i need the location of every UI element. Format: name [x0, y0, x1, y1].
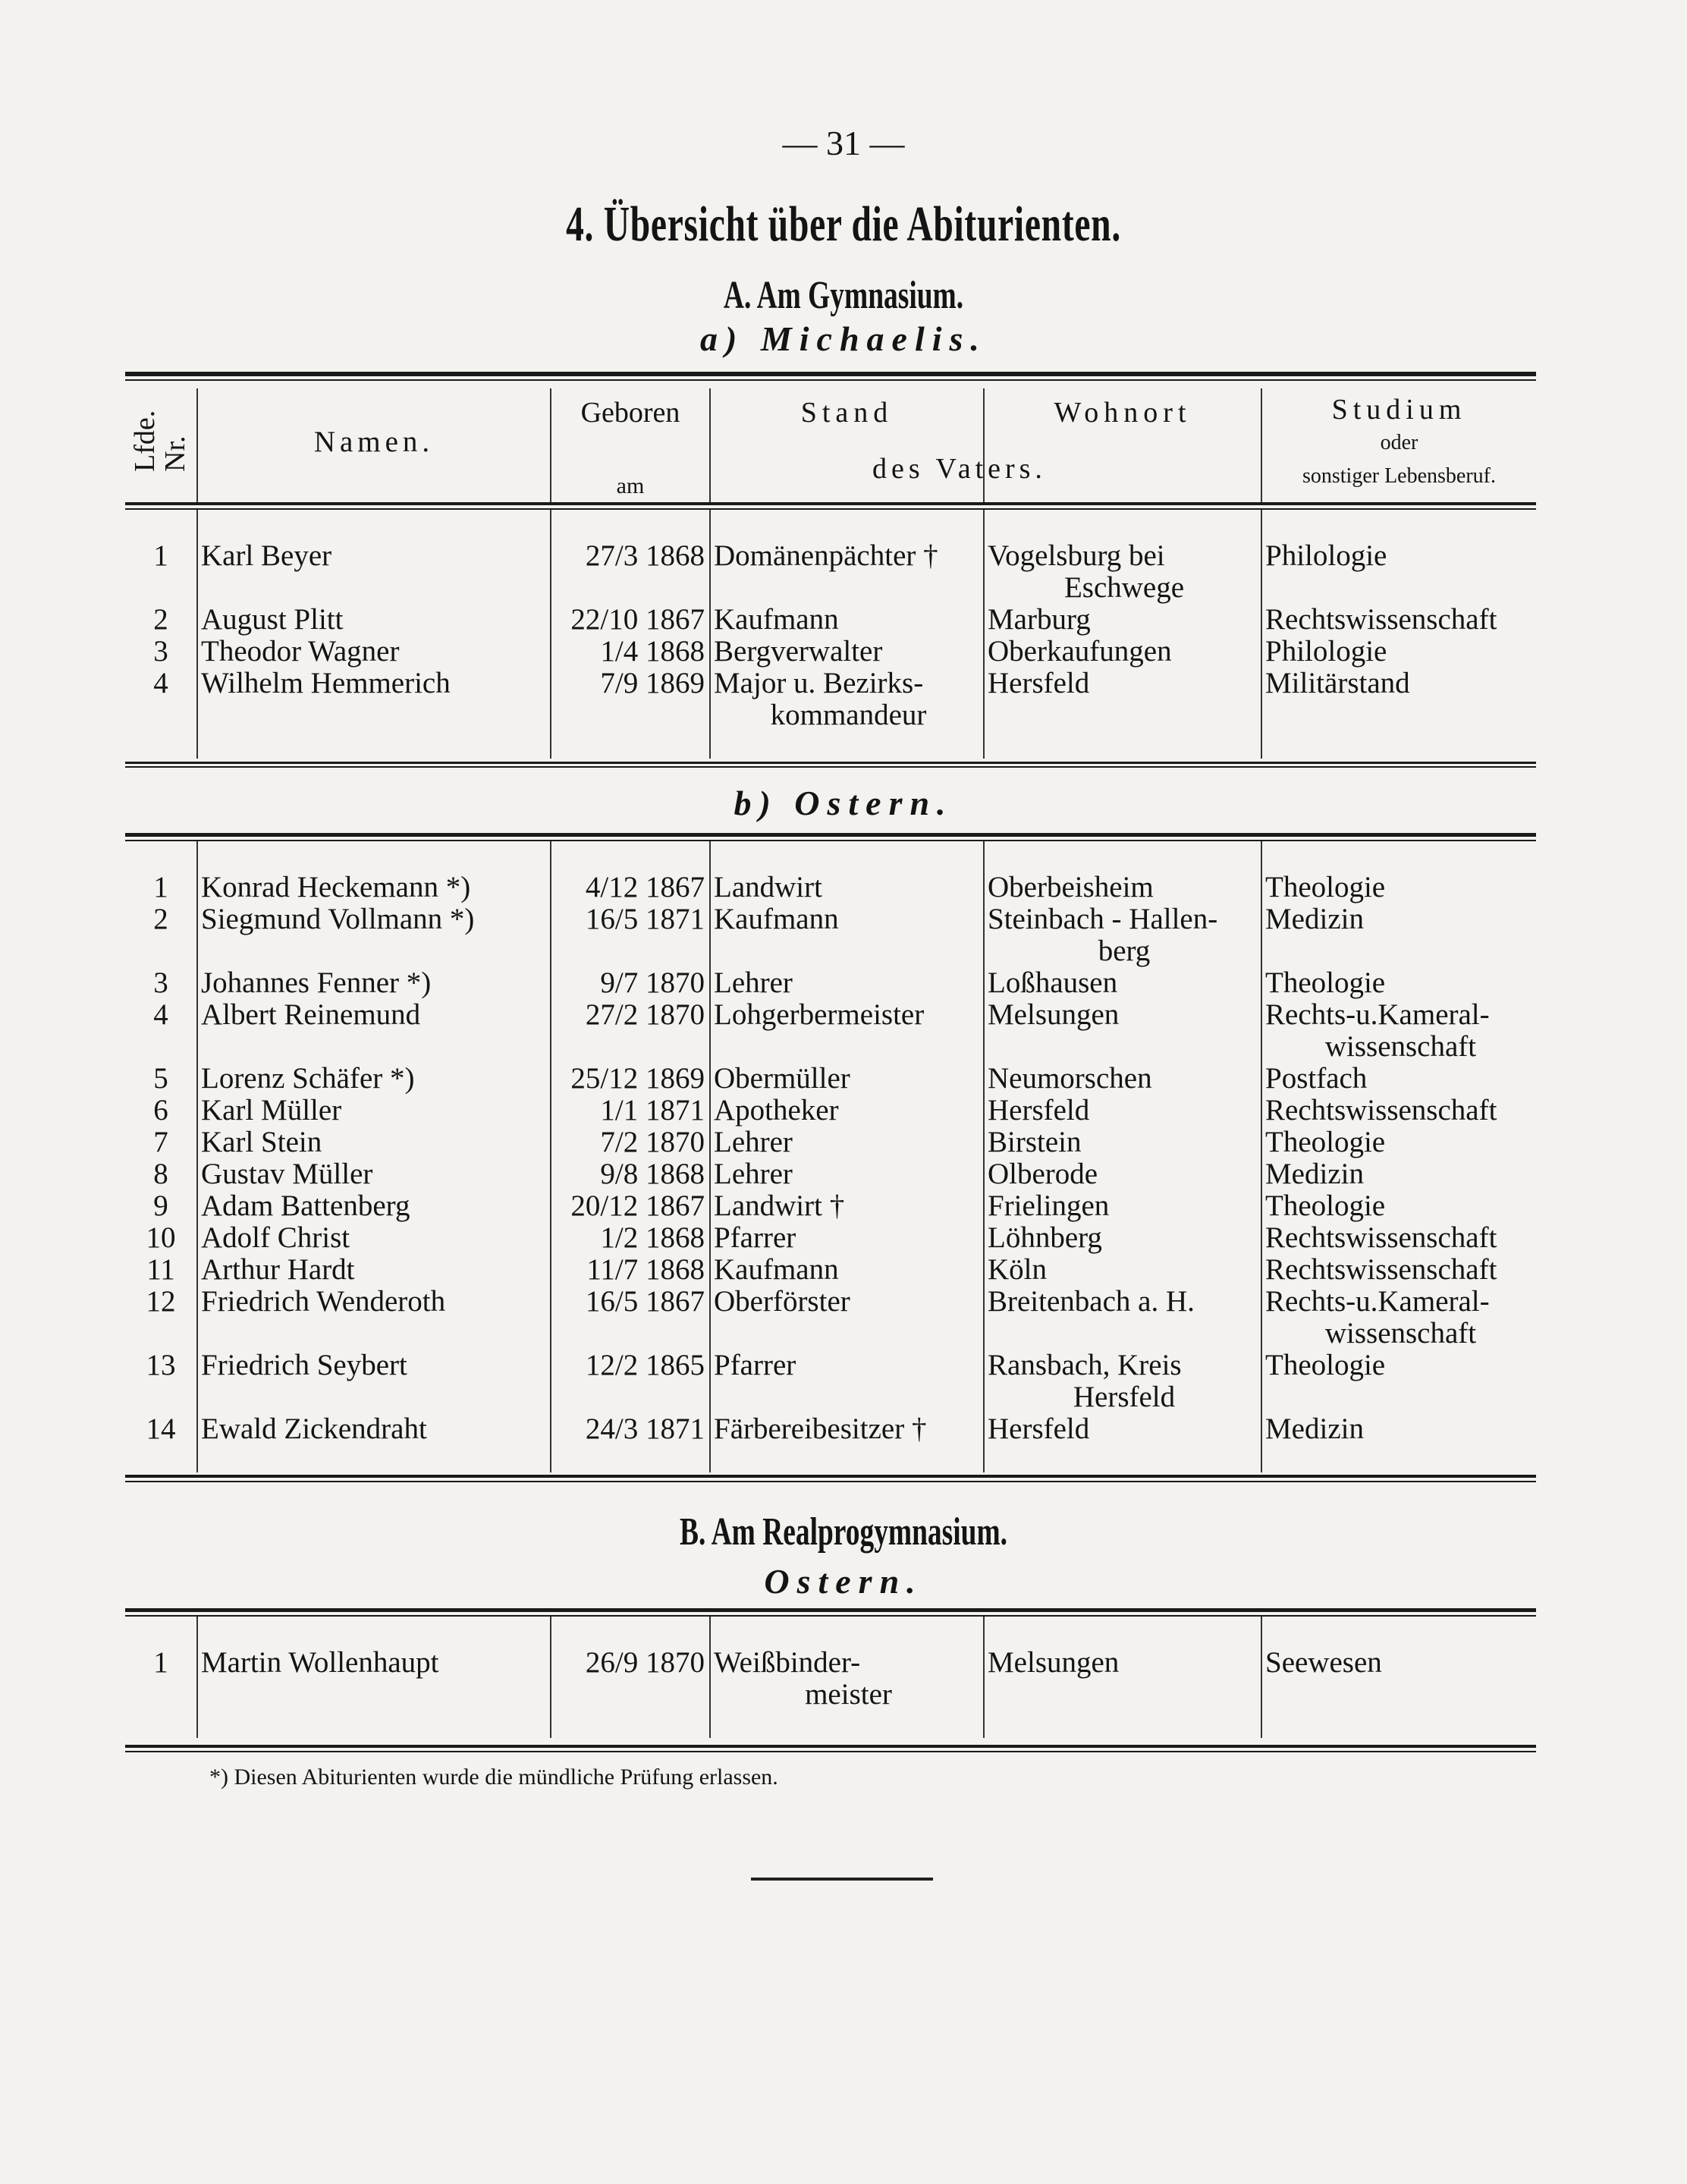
row-geboren — [551, 1127, 710, 1158]
row-number — [125, 1254, 197, 1286]
header-namen-cell — [197, 388, 551, 505]
ostern-bottom-rule — [125, 1475, 1536, 1478]
row-wohnort — [984, 604, 1261, 636]
row-studium-text: Rechtswissenschaft — [1265, 1095, 1497, 1127]
row-number-text: 10 — [146, 1222, 176, 1254]
row-stand-text: Lehrer — [714, 1127, 793, 1158]
row-wohnort-text: Loßhausen — [988, 967, 1118, 999]
row-name-text: Gustav Müller — [201, 1158, 373, 1190]
row-studium-text: Philologie — [1265, 636, 1387, 668]
table-header — [125, 388, 1536, 505]
row-geboren — [551, 510, 710, 604]
row-wohnort-text: Hersfeld — [988, 1095, 1090, 1127]
header-des-vaters: des Vaters. — [872, 453, 1047, 485]
row-stand-text: Landwirt † — [714, 1190, 845, 1222]
row-geboren-text: 26/9 1870 — [585, 1646, 705, 1679]
row-stand — [710, 1617, 984, 1738]
table-row — [125, 1350, 1536, 1413]
row-geboren-text: 7/2 1870 — [600, 1127, 705, 1158]
row-wohnort-text: Breitenbach a. H. — [988, 1286, 1195, 1318]
row-number-text: 11 — [146, 1254, 175, 1286]
row-name-text: Ewald Zickendraht — [201, 1413, 427, 1445]
row-geboren-text: 12/2 1865 — [585, 1350, 705, 1381]
table-row — [125, 1127, 1536, 1158]
header-stand-cell — [710, 388, 984, 505]
row-stand — [710, 1190, 984, 1222]
header-stand: Stand — [800, 397, 894, 429]
row-name — [197, 604, 551, 636]
row-name-text: Friedrich Wenderoth — [201, 1286, 446, 1318]
row-geboren-text: 24/3 1871 — [585, 1413, 705, 1445]
header-oder: oder — [1380, 431, 1418, 454]
row-name-text: Albert Reinemund — [201, 999, 421, 1031]
row-geboren — [551, 1617, 710, 1738]
row-studium-text: Theologie — [1265, 967, 1386, 999]
row-number — [125, 903, 197, 967]
row-stand-text: Lehrer — [714, 1158, 793, 1190]
row-studium-text: Medizin — [1265, 903, 1364, 935]
row-stand-text: Apotheker — [714, 1095, 839, 1127]
row-number-text: 4 — [153, 668, 168, 699]
row-number — [125, 1617, 197, 1738]
row-geboren — [551, 1222, 710, 1254]
row-studium-text: Rechts-u.Kameral- — [1265, 1286, 1490, 1318]
row-studium-continuation: wissenschaft — [1324, 1030, 1477, 1063]
row-wohnort — [984, 1286, 1261, 1350]
row-geboren-text: 9/8 1868 — [600, 1158, 705, 1190]
table-row — [125, 1222, 1536, 1254]
row-name — [197, 636, 551, 668]
row-studium-text: Theologie — [1265, 1350, 1386, 1381]
row-number-text: 6 — [153, 1095, 168, 1127]
table-realprogymnasium — [125, 1617, 1536, 1738]
row-studium-text: Theologie — [1265, 1127, 1386, 1158]
row-geboren-text: 25/12 1869 — [570, 1063, 705, 1095]
row-geboren-text: 20/12 1867 — [570, 1190, 705, 1222]
section-label-real-ostern: Ostern. — [764, 1562, 923, 1601]
row-studium — [1261, 841, 1536, 903]
row-name-text: Karl Beyer — [201, 539, 332, 572]
row-name-text: August Plitt — [201, 604, 344, 636]
row-wohnort — [984, 1617, 1261, 1738]
row-stand-text: Lohgerbermeister — [714, 999, 925, 1031]
row-stand-text: Kaufmann — [714, 903, 839, 935]
row-wohnort-text: Steinbach - Hallen- — [988, 903, 1218, 935]
row-number — [125, 1413, 197, 1472]
row-studium — [1261, 1222, 1536, 1254]
row-name — [197, 668, 551, 759]
row-number — [125, 1063, 197, 1095]
row-name-text: Siegmund Vollmann *) — [201, 903, 475, 935]
row-stand — [710, 1222, 984, 1254]
row-studium — [1261, 668, 1536, 759]
row-number-text: 13 — [146, 1350, 176, 1381]
row-number — [125, 1222, 197, 1254]
closing-rule — [751, 1878, 933, 1881]
row-studium — [1261, 1127, 1536, 1158]
row-studium-text: Medizin — [1265, 1413, 1364, 1445]
row-studium — [1261, 636, 1536, 668]
table-row — [125, 1617, 1536, 1738]
row-name — [197, 510, 551, 604]
row-geboren-text: 4/12 1867 — [585, 871, 705, 903]
row-stand — [710, 1158, 984, 1190]
table-row — [125, 604, 1536, 636]
row-wohnort-text: Köln — [988, 1254, 1047, 1286]
row-number-text: 5 — [153, 1063, 168, 1095]
row-number — [125, 1190, 197, 1222]
row-wohnort — [984, 636, 1261, 668]
row-wohnort-text: Frielingen — [988, 1190, 1110, 1222]
row-studium — [1261, 967, 1536, 999]
row-number — [125, 510, 197, 604]
row-wohnort — [984, 1190, 1261, 1222]
row-wohnort — [984, 999, 1261, 1063]
row-wohnort-text: Vogelsburg bei — [988, 539, 1165, 572]
row-number-text: 2 — [153, 903, 168, 935]
row-wohnort-text: Löhnberg — [988, 1222, 1102, 1254]
row-number — [125, 967, 197, 999]
table-row — [125, 1286, 1536, 1350]
row-geboren — [551, 1413, 710, 1472]
row-studium-text: Rechts-u.Kameral- — [1265, 999, 1490, 1031]
row-name-text: Karl Stein — [201, 1127, 322, 1158]
row-wohnort — [984, 668, 1261, 759]
row-wohnort — [984, 1127, 1261, 1158]
row-name-text: Adolf Christ — [201, 1222, 350, 1254]
row-stand — [710, 604, 984, 636]
row-wohnort-text: Neumorschen — [988, 1063, 1152, 1095]
row-name-text: Johannes Fenner *) — [201, 967, 432, 999]
row-name — [197, 999, 551, 1063]
row-stand-text: Weißbinder- — [714, 1646, 861, 1679]
row-name — [197, 1222, 551, 1254]
row-studium — [1261, 1063, 1536, 1095]
row-wohnort-continuation: Hersfeld — [1073, 1381, 1176, 1413]
row-number-text: 7 — [153, 1127, 168, 1158]
row-name-text: Karl Müller — [201, 1095, 342, 1127]
row-number — [125, 1350, 197, 1413]
michaelis-bottom-rule-thin — [125, 766, 1536, 768]
table-row — [125, 903, 1536, 967]
row-wohnort-text: Melsungen — [988, 1646, 1120, 1679]
row-number — [125, 604, 197, 636]
row-name — [197, 1190, 551, 1222]
row-studium — [1261, 999, 1536, 1063]
row-geboren — [551, 841, 710, 903]
row-name-text: Wilhelm Hemmerich — [201, 668, 451, 699]
table-row — [125, 1190, 1536, 1222]
row-geboren — [551, 1095, 710, 1127]
row-studium — [1261, 1617, 1536, 1738]
row-name — [197, 1063, 551, 1095]
row-number — [125, 1095, 197, 1127]
row-geboren-text: 27/3 1868 — [585, 539, 705, 572]
row-stand-text: Domänenpächter † — [714, 539, 938, 572]
section-label-michaelis: a) Michaelis. — [700, 319, 987, 358]
row-stand — [710, 1095, 984, 1127]
row-studium-text: Seewesen — [1265, 1646, 1382, 1679]
row-wohnort — [984, 841, 1261, 903]
row-geboren-text: 16/5 1867 — [585, 1286, 705, 1318]
ostern-top-rule — [125, 833, 1536, 837]
section-label-ostern: b) Ostern. — [734, 784, 953, 822]
row-stand — [710, 1254, 984, 1286]
header-wohnort-cell — [984, 388, 1261, 505]
row-geboren — [551, 1063, 710, 1095]
row-number-text: 3 — [153, 967, 168, 999]
row-name-text: Konrad Heckemann *) — [201, 871, 471, 903]
real-bottom-rule — [125, 1745, 1536, 1748]
row-stand-text: Kaufmann — [714, 604, 839, 636]
row-geboren-text: 27/2 1870 — [585, 999, 705, 1031]
row-name — [197, 903, 551, 967]
row-number — [125, 1127, 197, 1158]
row-name — [197, 1254, 551, 1286]
row-number-text: 9 — [153, 1190, 168, 1222]
row-number-text: 3 — [153, 636, 168, 668]
row-name — [197, 967, 551, 999]
row-wohnort-text: Ransbach, Kreis — [988, 1350, 1182, 1381]
row-geboren — [551, 999, 710, 1063]
row-stand — [710, 1127, 984, 1158]
row-geboren — [551, 1190, 710, 1222]
row-studium — [1261, 1286, 1536, 1350]
row-wohnort-continuation: berg — [1098, 935, 1151, 967]
row-studium-text: Rechtswissenschaft — [1265, 604, 1497, 636]
row-number — [125, 668, 197, 759]
row-studium — [1261, 1095, 1536, 1127]
row-studium — [1261, 1254, 1536, 1286]
page-title: 4. Übersicht über die Abiturienten. — [566, 196, 1121, 252]
footnote: *) Diesen Abiturienten wurde die mündliche Prüfung erlassen. — [209, 1764, 778, 1790]
real-bottom-rule-thin — [125, 1751, 1536, 1752]
row-number — [125, 636, 197, 668]
row-studium — [1261, 1158, 1536, 1190]
row-number — [125, 841, 197, 903]
header-geboren-cell — [551, 388, 710, 505]
row-stand — [710, 668, 984, 759]
row-studium-text: Theologie — [1265, 1190, 1386, 1222]
row-wohnort-text: Hersfeld — [988, 668, 1090, 699]
row-wohnort — [984, 903, 1261, 967]
table-row — [125, 668, 1536, 759]
row-studium-text: Militärstand — [1265, 668, 1410, 699]
row-geboren-text: 7/9 1869 — [600, 668, 705, 699]
row-name-text: Adam Battenberg — [201, 1190, 410, 1222]
row-geboren-text: 1/2 1868 — [600, 1222, 705, 1254]
row-geboren-text: 11/7 1868 — [586, 1254, 705, 1286]
row-wohnort — [984, 510, 1261, 604]
row-number — [125, 1286, 197, 1350]
row-name — [197, 841, 551, 903]
row-geboren-text: 16/5 1871 — [585, 903, 705, 935]
table-top-rule-thin — [125, 379, 1536, 381]
row-geboren-text: 22/10 1867 — [570, 604, 705, 636]
row-stand — [710, 841, 984, 903]
row-stand-continuation: meister — [805, 1678, 892, 1711]
header-rule — [125, 502, 1536, 505]
table-row — [125, 999, 1536, 1063]
row-stand-text: Major u. Bezirks- — [714, 668, 924, 699]
row-wohnort — [984, 1158, 1261, 1190]
row-stand — [710, 1063, 984, 1095]
real-top-rule — [125, 1608, 1536, 1612]
row-stand-text: Obermüller — [714, 1063, 850, 1095]
row-stand — [710, 1286, 984, 1350]
row-name-text: Lorenz Schäfer *) — [201, 1063, 415, 1095]
row-studium-text: Rechtswissenschaft — [1265, 1222, 1497, 1254]
row-number-text: 2 — [153, 604, 168, 636]
table-row — [125, 967, 1536, 999]
row-wohnort-text: Oberkaufungen — [988, 636, 1172, 668]
row-wohnort — [984, 1413, 1261, 1472]
row-stand-continuation: kommandeur — [770, 699, 927, 731]
row-geboren — [551, 636, 710, 668]
row-stand-text: Oberförster — [714, 1286, 850, 1318]
page-number: — 31 — — [782, 124, 905, 162]
row-wohnort-text: Birstein — [988, 1127, 1082, 1158]
row-studium — [1261, 1413, 1536, 1472]
row-wohnort — [984, 1095, 1261, 1127]
row-number — [125, 1158, 197, 1190]
header-sonstiger: sonstiger Lebensberuf. — [1302, 464, 1497, 488]
table-row — [125, 841, 1536, 903]
row-studium-continuation: wissenschaft — [1324, 1317, 1477, 1350]
row-wohnort — [984, 1254, 1261, 1286]
row-stand-text: Kaufmann — [714, 1254, 839, 1286]
header-geboren: Geboren — [580, 397, 680, 429]
header-namen: Namen. — [313, 426, 435, 458]
row-stand-text: Lehrer — [714, 967, 793, 999]
row-stand-text: Landwirt — [714, 871, 822, 903]
row-stand — [710, 967, 984, 999]
michaelis-bottom-rule — [125, 762, 1536, 764]
row-number-text: 8 — [153, 1158, 168, 1190]
row-geboren — [551, 1350, 710, 1413]
table-row — [125, 510, 1536, 604]
header-wohnort: Wohnort — [1054, 397, 1192, 429]
row-geboren-text: 1/1 1871 — [600, 1095, 705, 1127]
table-row — [125, 636, 1536, 668]
row-wohnort-text: Melsungen — [988, 999, 1120, 1031]
row-wohnort-text: Oberbeisheim — [988, 871, 1154, 903]
row-geboren — [551, 903, 710, 967]
row-geboren — [551, 604, 710, 636]
table-row — [125, 1095, 1536, 1127]
row-geboren — [551, 668, 710, 759]
row-wohnort — [984, 1350, 1261, 1413]
table-row — [125, 1158, 1536, 1190]
row-name — [197, 1127, 551, 1158]
row-wohnort — [984, 1063, 1261, 1095]
table-row — [125, 1413, 1536, 1472]
row-geboren — [551, 1254, 710, 1286]
ostern-bottom-rule-thin — [125, 1481, 1536, 1482]
row-studium-text: Theologie — [1265, 871, 1386, 903]
section-heading-gymnasium: A. Am Gymnasium. — [723, 274, 964, 317]
row-geboren-text: 1/4 1868 — [600, 636, 705, 668]
row-stand-text: Pfarrer — [714, 1350, 796, 1381]
table-row — [125, 1254, 1536, 1286]
row-name — [197, 1617, 551, 1738]
row-stand — [710, 510, 984, 604]
row-name-text: Arthur Hardt — [201, 1254, 355, 1286]
row-stand — [710, 636, 984, 668]
header-studium: Studium — [1331, 394, 1467, 426]
row-number-text: 12 — [146, 1286, 176, 1318]
row-number — [125, 999, 197, 1063]
header-studium-cell — [1261, 388, 1536, 505]
table-michaelis — [125, 510, 1536, 759]
row-studium — [1261, 1190, 1536, 1222]
row-name-text: Martin Wollenhaupt — [201, 1646, 439, 1679]
row-name — [197, 1095, 551, 1127]
table-top-rule — [125, 372, 1536, 376]
table-row — [125, 1063, 1536, 1095]
row-wohnort — [984, 967, 1261, 999]
row-name-text: Friedrich Seybert — [201, 1350, 407, 1381]
row-wohnort-text: Marburg — [988, 604, 1091, 636]
row-studium-text: Postfach — [1265, 1063, 1368, 1095]
section-heading-realprogymnasium: B. Am Realprogymnasium. — [680, 1510, 1007, 1554]
row-geboren — [551, 1286, 710, 1350]
row-stand — [710, 999, 984, 1063]
row-number-text: 14 — [146, 1413, 176, 1445]
header-lfde: Lfde. — [129, 410, 161, 472]
row-stand — [710, 1413, 984, 1472]
row-name — [197, 1413, 551, 1472]
row-studium-text: Medizin — [1265, 1158, 1364, 1190]
row-studium-text: Philologie — [1265, 539, 1387, 572]
header-am: am — [616, 473, 645, 498]
row-studium — [1261, 604, 1536, 636]
row-wohnort-continuation: Eschwege — [1063, 571, 1185, 604]
row-name — [197, 1158, 551, 1190]
row-geboren — [551, 967, 710, 999]
row-stand — [710, 1350, 984, 1413]
row-number-text: 1 — [153, 1646, 168, 1679]
row-studium — [1261, 1350, 1536, 1413]
row-geboren — [551, 1158, 710, 1190]
row-studium — [1261, 903, 1536, 967]
row-name-text: Theodor Wagner — [201, 636, 400, 668]
header-lfde-nr — [125, 388, 197, 505]
row-stand — [710, 903, 984, 967]
row-geboren-text: 9/7 1870 — [600, 967, 705, 999]
row-stand-text: Bergverwalter — [714, 636, 883, 668]
row-name — [197, 1286, 551, 1350]
row-name — [197, 1350, 551, 1413]
row-studium-text: Rechtswissenschaft — [1265, 1254, 1497, 1286]
row-wohnort-text: Hersfeld — [988, 1413, 1090, 1445]
table-ostern — [125, 841, 1536, 1472]
row-stand-text: Pfarrer — [714, 1222, 796, 1254]
row-wohnort-text: Olberode — [988, 1158, 1098, 1190]
header-nr: Nr. — [159, 435, 191, 472]
row-wohnort — [984, 1222, 1261, 1254]
row-stand-text: Färbereibesitzer † — [714, 1413, 927, 1445]
row-studium — [1261, 510, 1536, 604]
row-number-text: 1 — [153, 539, 168, 572]
row-number-text: 4 — [153, 999, 168, 1031]
row-number-text: 1 — [153, 871, 168, 903]
